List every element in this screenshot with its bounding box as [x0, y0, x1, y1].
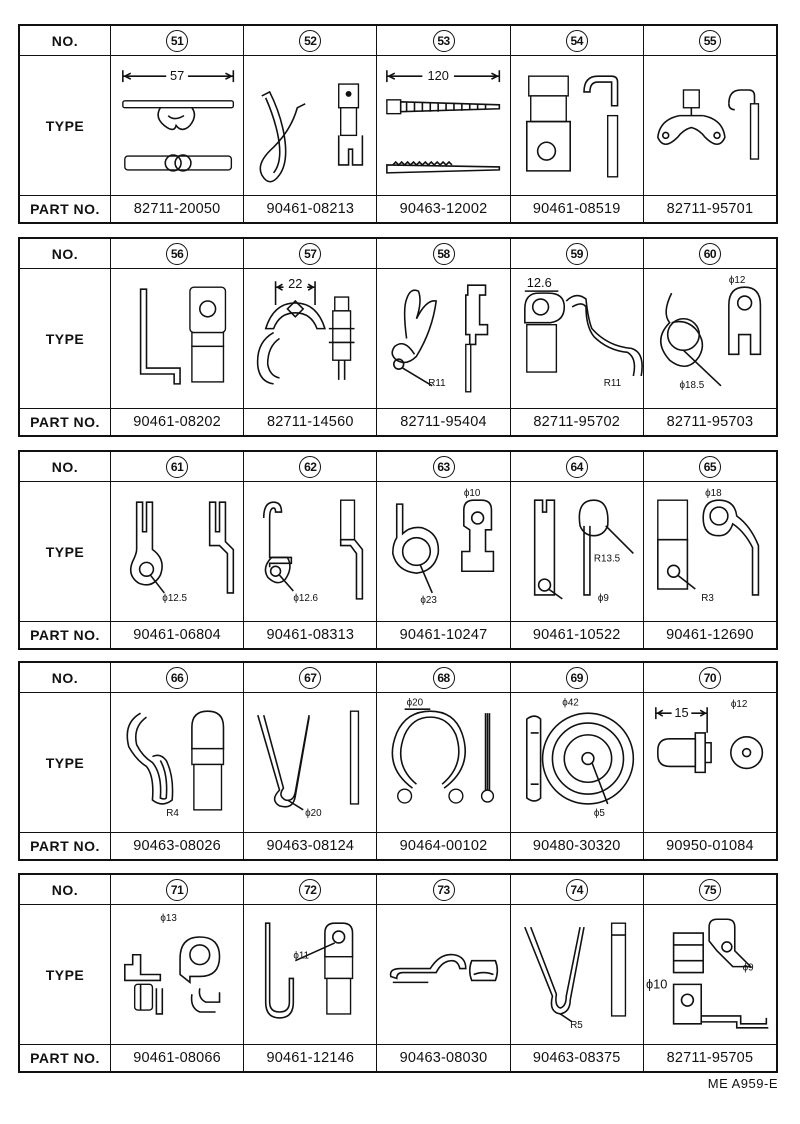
type-row	[20, 693, 776, 833]
part-no-label: PART NO.	[30, 627, 100, 643]
dimension-label: R13.5	[593, 553, 620, 565]
document-code: ME A959-E	[707, 1076, 778, 1091]
part-drawing-61	[110, 482, 243, 621]
parts-table-2	[18, 237, 778, 437]
part-number: 90463-08124	[266, 838, 355, 854]
part-drawing-69	[510, 693, 643, 832]
type-label: TYPE	[45, 330, 85, 347]
item-number: 67	[299, 667, 321, 689]
part-number: 82711-14560	[267, 414, 354, 430]
part-number: 90461-08519	[532, 201, 621, 217]
dimension-label: 120	[427, 68, 450, 84]
part-number: 90461-08202	[133, 414, 221, 430]
part-drawing-73	[376, 905, 509, 1044]
part-no-label: PART NO.	[30, 414, 100, 430]
number-row	[20, 663, 776, 693]
part-number: 82711-95705	[666, 1050, 754, 1066]
dimension-label: ϕ9	[597, 592, 609, 604]
item-number: 68	[433, 667, 455, 689]
no-label: NO.	[51, 32, 79, 49]
item-number: 75	[699, 879, 721, 901]
dimension-label: ϕ10	[645, 976, 668, 992]
part-number: 90461-12690	[666, 627, 754, 643]
dimension-label: ϕ12	[728, 275, 746, 287]
dimension-label: R5	[569, 1019, 583, 1031]
item-number: 51	[166, 30, 188, 52]
item-number: 63	[433, 456, 455, 478]
part-number: 90463-12002	[399, 201, 488, 217]
item-number: 54	[566, 30, 588, 52]
dimension-label: ϕ42	[561, 697, 579, 709]
type-row	[20, 269, 776, 409]
no-label: NO.	[51, 669, 79, 686]
dimension-label: R11	[603, 377, 621, 389]
part-drawing-51	[110, 56, 243, 195]
dimension-label: ϕ10	[464, 488, 481, 500]
part-drawing-57	[243, 269, 376, 408]
part-drawing-70	[643, 693, 776, 832]
part-number: 90463-08026	[133, 838, 221, 854]
part-drawing-68	[376, 693, 509, 832]
part-number: 82711-95703	[666, 414, 754, 430]
item-number: 61	[166, 456, 188, 478]
item-number: 69	[566, 667, 588, 689]
item-number: 62	[299, 456, 321, 478]
part-number-row	[20, 622, 776, 648]
parts-table-1	[18, 24, 778, 224]
dimension-label: ϕ23	[420, 594, 438, 606]
part-number-row	[20, 1045, 776, 1071]
part-number: 90461-10247	[399, 627, 488, 643]
part-number: 90461-08313	[266, 627, 355, 643]
part-no-label: PART NO.	[30, 838, 100, 854]
number-row	[20, 239, 776, 269]
part-number: 90463-08030	[399, 1050, 488, 1066]
item-number: 64	[566, 456, 588, 478]
part-drawing-65	[643, 482, 776, 621]
part-drawing-71	[110, 905, 243, 1044]
part-drawing-72	[243, 905, 376, 1044]
part-number: 90461-12146	[266, 1050, 355, 1066]
part-number: 90480-30320	[532, 838, 621, 854]
part-drawing-74	[510, 905, 643, 1044]
item-number: 52	[299, 30, 321, 52]
dimension-label: ϕ13	[160, 913, 177, 925]
dimension-label: ϕ20	[407, 697, 424, 709]
item-number: 58	[433, 243, 455, 265]
item-number: 71	[166, 879, 188, 901]
type-label: TYPE	[45, 117, 85, 134]
part-number: 90461-08213	[266, 201, 355, 217]
dimension-label: ϕ5	[593, 807, 605, 819]
item-number: 72	[299, 879, 321, 901]
dimension-label: 12.6	[526, 275, 552, 291]
part-drawing-60	[643, 269, 776, 408]
dimension-label: ϕ12	[730, 699, 748, 711]
no-label: NO.	[51, 458, 79, 475]
item-number: 66	[166, 667, 188, 689]
part-drawing-75	[643, 905, 776, 1044]
part-number: 82711-20050	[133, 201, 221, 217]
part-number: 90461-08066	[133, 1050, 221, 1066]
type-row	[20, 56, 776, 196]
parts-table-3	[18, 450, 778, 650]
part-number: 90950-01084	[666, 838, 754, 854]
part-number: 82711-95701	[666, 201, 754, 217]
part-drawing-53	[376, 56, 509, 195]
part-number: 90461-06804	[133, 627, 221, 643]
parts-table-4	[18, 661, 778, 861]
part-drawing-59	[510, 269, 643, 408]
part-drawing-52	[243, 56, 376, 195]
parts-table-5	[18, 873, 778, 1073]
item-number: 56	[166, 243, 188, 265]
item-number: 55	[699, 30, 721, 52]
item-number: 65	[699, 456, 721, 478]
type-row	[20, 482, 776, 622]
part-no-label: PART NO.	[30, 201, 100, 217]
dimension-label: ϕ20	[305, 807, 322, 819]
type-label: TYPE	[45, 754, 85, 771]
item-number: 70	[699, 667, 721, 689]
part-number: 90464-00102	[399, 838, 488, 854]
part-number: 82711-95702	[533, 414, 621, 430]
type-row	[20, 905, 776, 1045]
item-number: 74	[566, 879, 588, 901]
item-number: 59	[566, 243, 588, 265]
dimension-label: ϕ9	[742, 962, 754, 974]
dimension-label: 22	[288, 276, 303, 292]
dimension-label: R11	[428, 377, 447, 389]
part-number: 82711-95404	[400, 414, 487, 430]
part-number-row	[20, 833, 776, 859]
type-label: TYPE	[45, 543, 85, 560]
number-row	[20, 875, 776, 905]
part-drawing-62	[243, 482, 376, 621]
item-number: 57	[299, 243, 321, 265]
part-drawing-67	[243, 693, 376, 832]
dimension-label: ϕ11	[293, 950, 310, 962]
dimension-label: 57	[169, 68, 185, 84]
dimension-label: R4	[166, 807, 179, 819]
type-label: TYPE	[45, 966, 85, 983]
dimension-label: ϕ18	[704, 488, 722, 500]
part-number: 90463-08375	[532, 1050, 621, 1066]
part-number-row	[20, 196, 776, 222]
item-number: 60	[699, 243, 721, 265]
part-drawing-54	[510, 56, 643, 195]
number-row	[20, 452, 776, 482]
part-drawing-55	[643, 56, 776, 195]
dimension-label: 15	[674, 705, 689, 721]
item-number: 73	[433, 879, 455, 901]
number-row	[20, 26, 776, 56]
no-label: NO.	[51, 245, 79, 262]
part-number: 90461-10522	[532, 627, 621, 643]
no-label: NO.	[51, 881, 79, 898]
dimension-label: ϕ18.5	[679, 379, 705, 391]
part-drawing-56	[110, 269, 243, 408]
part-drawing-63	[376, 482, 509, 621]
item-number: 53	[433, 30, 455, 52]
dimension-label: R3	[701, 592, 714, 604]
part-number-row	[20, 409, 776, 435]
part-drawing-58	[376, 269, 509, 408]
dimension-label: ϕ12.5	[162, 592, 188, 604]
part-drawing-64	[510, 482, 643, 621]
part-no-label: PART NO.	[30, 1050, 100, 1066]
dimension-label: ϕ12.6	[293, 592, 319, 604]
part-drawing-66	[110, 693, 243, 832]
